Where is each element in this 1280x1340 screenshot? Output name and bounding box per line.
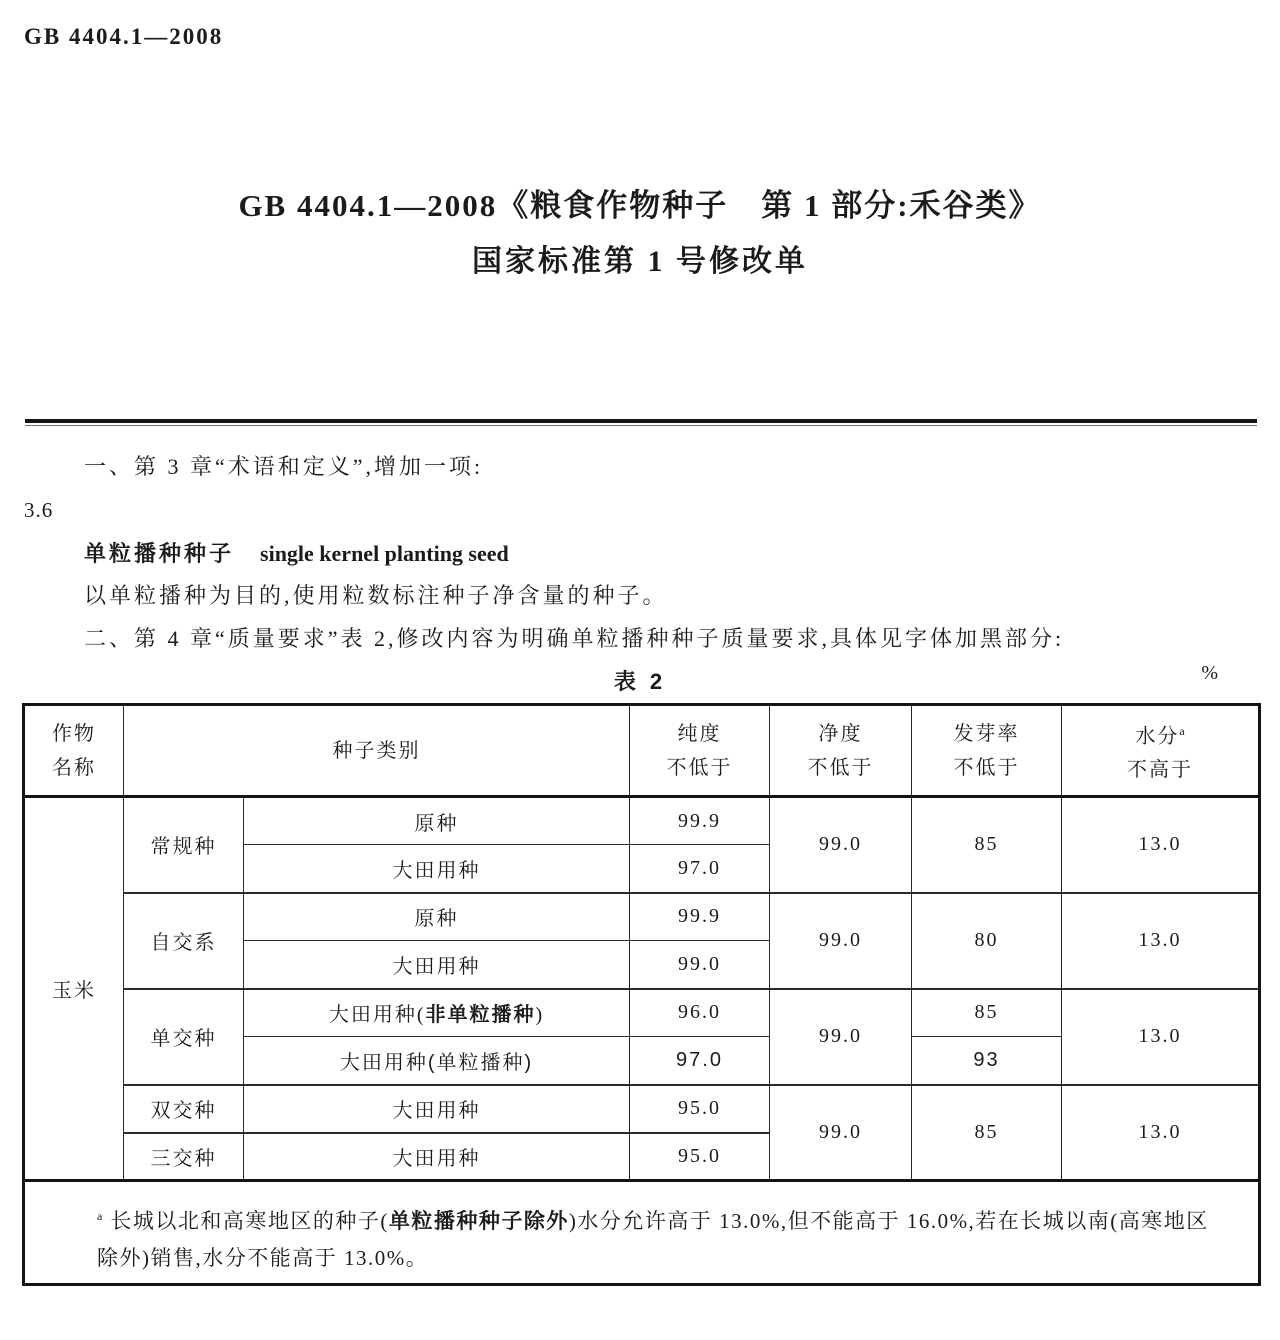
cell-g1-r1-purity: 99.9 <box>630 797 770 845</box>
section-rule <box>25 419 1257 426</box>
table-row <box>24 893 1260 941</box>
cell-g45-germination: 85 <box>912 1085 1062 1181</box>
table-caption: 表 2 <box>613 669 667 694</box>
cell-g3-r1-type-suffix: ) <box>535 1004 545 1027</box>
header-cleanliness <box>770 705 912 797</box>
header-crop-name <box>24 705 124 797</box>
cell-g3-moisture: 13.0 <box>1062 989 1260 1085</box>
cell-g3-r1-purity: 96.0 <box>630 989 770 1037</box>
header-seed-category: 种子类别 <box>124 705 630 797</box>
header-purity-line2: 不低于 <box>666 756 733 779</box>
header-purity-line1: 纯度 <box>677 722 722 745</box>
cell-g5-purity: 95.0 <box>630 1133 770 1181</box>
term-definition: 以单粒播种为目的,使用粒数标注种子净含量的种子。 <box>84 583 668 608</box>
cell-g3-cleanliness: 99.0 <box>770 989 912 1085</box>
doc-code: GB 4404.1—2008 <box>24 24 224 49</box>
cell-g1-moisture: 13.0 <box>1062 797 1260 893</box>
cell-g2-germination: 80 <box>912 893 1062 989</box>
cell-g45-cleanliness: 99.0 <box>770 1085 912 1181</box>
cell-g1-r2-purity: 97.0 <box>630 845 770 893</box>
table-row <box>24 989 1260 1037</box>
cell-g2-name: 自交系 <box>124 893 244 989</box>
footnote-text-2: )水分允许高于 13.0%,但不能高于 16.0%,若在长城以南(高寒地区除外)销售,水分不能高于 13.0%。 <box>97 1209 1209 1270</box>
cell-g3-r1-germination: 85 <box>912 989 1062 1037</box>
cell-g2-r2-purity: 99.0 <box>630 941 770 989</box>
cell-g45-moisture: 13.0 <box>1062 1085 1260 1181</box>
header-moisture-label: 水分 <box>1135 725 1180 748</box>
table-row <box>24 797 1260 845</box>
footnote-bold-text: 单粒播种种子除外 <box>388 1210 569 1233</box>
term-english: single kernel planting seed <box>260 541 509 566</box>
quality-table <box>22 703 1261 1286</box>
header-germination-line2: 不低于 <box>953 756 1020 779</box>
unit-label: % <box>1201 662 1218 684</box>
table-header-row <box>24 705 1260 797</box>
header-cleanliness-line2: 不低于 <box>807 756 874 779</box>
cell-g3-r1-type-prefix: 大田用种( <box>328 1004 426 1027</box>
cell-g3-r2-type: 大田用种(单粒播种) <box>244 1037 630 1085</box>
doc-title-line-1: GB 4404.1—2008《粮食作物种子 第 1 部分:禾谷类》 <box>238 188 1042 223</box>
term-heading <box>84 539 509 569</box>
cell-g3-name: 单交种 <box>124 989 244 1085</box>
cell-g4-purity: 95.0 <box>630 1085 770 1133</box>
cell-g2-r2-type: 大田用种 <box>244 941 630 989</box>
table-footnote <box>24 1181 1260 1285</box>
cell-g5-name: 三交种 <box>124 1133 244 1181</box>
header-germination-line1: 发芽率 <box>953 722 1020 745</box>
header-crop-line2: 名称 <box>52 756 96 779</box>
cell-g3-r1-type <box>244 989 630 1037</box>
header-cleanliness-line1: 净度 <box>818 722 863 745</box>
clause-number: 3.6 <box>24 498 54 522</box>
cell-g2-r1-type: 原种 <box>244 893 630 941</box>
cell-g3-r1-type-bold: 非单粒播种 <box>425 1004 536 1027</box>
cell-crop: 玉米 <box>24 797 124 1181</box>
para-table-intro: 二、第 4 章“质量要求”表 2,修改内容为明确单粒播种种子质量要求,具体见字体加黑部分: <box>84 626 1065 651</box>
cell-g2-cleanliness: 99.0 <box>770 893 912 989</box>
cell-g4-name: 双交种 <box>124 1085 244 1133</box>
cell-g4-type: 大田用种 <box>244 1085 630 1133</box>
cell-g2-r1-purity: 99.9 <box>630 893 770 941</box>
header-moisture <box>1062 705 1260 797</box>
header-purity <box>630 705 770 797</box>
cell-g5-type: 大田用种 <box>244 1133 630 1181</box>
header-germination <box>912 705 1062 797</box>
cell-g1-germination: 85 <box>912 797 1062 893</box>
header-crop-line1: 作物 <box>52 722 96 745</box>
cell-g1-r2-type: 大田用种 <box>244 845 630 893</box>
header-moisture-line2: 不高于 <box>1127 759 1193 782</box>
cell-g2-moisture: 13.0 <box>1062 893 1260 989</box>
table-footnote-row <box>24 1181 1260 1285</box>
header-moisture-line1 <box>1062 714 1258 754</box>
footnote-mark-ref: a <box>1179 723 1185 738</box>
footnote-mark: a <box>97 1209 103 1223</box>
doc-title-line-2: 国家标准第 1 号修改单 <box>472 245 808 278</box>
cell-g3-r2-germination: 93 <box>912 1037 1062 1085</box>
cell-g1-cleanliness: 99.0 <box>770 797 912 893</box>
cell-g3-r2-purity: 97.0 <box>630 1037 770 1085</box>
footnote-text-1: 长城以北和高寒地区的种子( <box>110 1209 389 1233</box>
term-chinese: 单粒播种种子 <box>84 541 235 566</box>
table-row <box>24 1085 1260 1133</box>
para-term-intro: 一、第 3 章“术语和定义”,增加一项: <box>84 454 484 479</box>
cell-g1-r1-type: 原种 <box>244 797 630 845</box>
cell-g1-name: 常规种 <box>124 797 244 893</box>
